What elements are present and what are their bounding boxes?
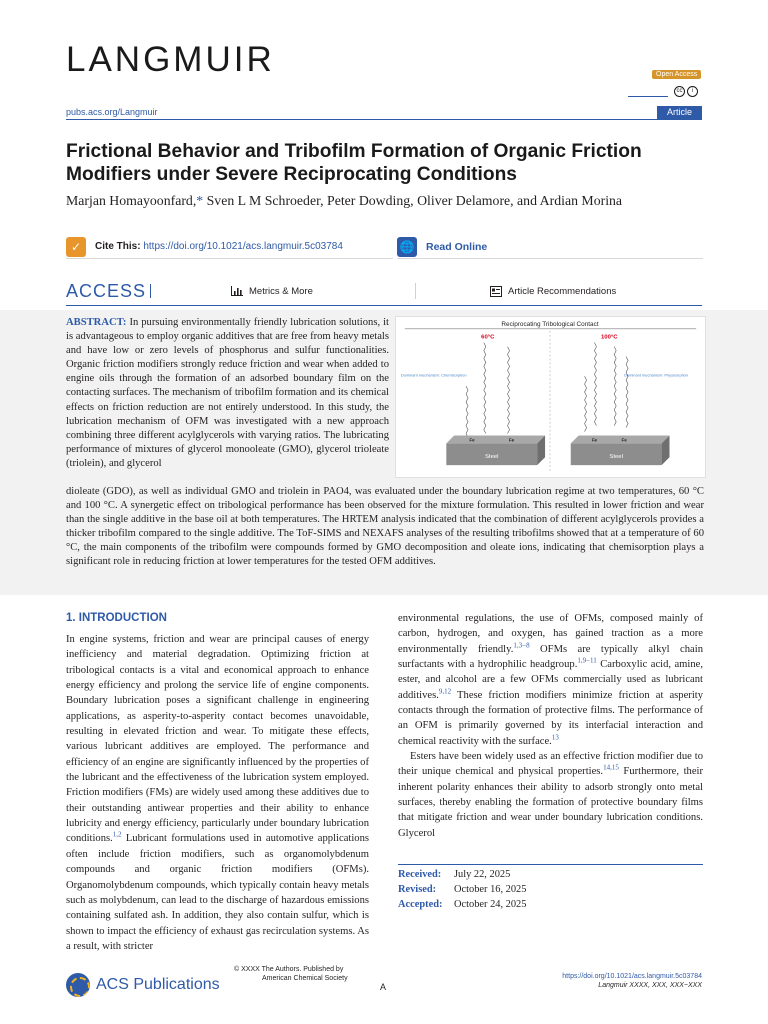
metrics-label: Metrics & More (249, 285, 313, 297)
citation-link[interactable]: 1,3−8 (513, 641, 530, 650)
cite-this-box (66, 235, 393, 259)
revised-label: Revised: (398, 884, 437, 895)
other-authors: Sven L M Schroeder, Peter Dowding, Oliver Delamore, and Ardian Morina (203, 193, 623, 208)
intro-paragraph-1: In engine systems, friction and wear are principal causes of energy inefficiency and material degradation. Optimizing friction at tribological contacts is a vital and economical approach to enhance energy efficiency and prolong the service life of engine components. Boundary lubrication poses a significant challenge in engineering applications, as asperity-to-asperity contact becomes unavoidable, resulting in elevated friction and wear. To mitigate these effects, various lubricant additives are employed. The performance and efficiency of an engine are significantly influenced by the properties of the lubricant and the effectiveness of the lubrication system employed. Friction modifiers (FMs) are widely used among these additives due to their outstanding antiwear properties and their ability to enhance lubricity and energy efficiency, particularly under boundary lubrication conditions.$^{1,2}$ Lubricant formulations used in automotive applications often include friction modifiers, such as organomolybdenum compounds and organic friction modifiers (OFMs). Organomolybdenum compounds, which typically contain heavy metals such as molybdenum, can lead to the discharge of hazardous emissions containing sulfated ash. In addition, they also contain sulfur, which is shown to impact the efficiency of exhaust gas recirculation systems. As a result, with stricter (66, 634, 369, 952)
accepted-label: Accepted: (398, 899, 443, 910)
citation-link[interactable]: 14,15 (603, 763, 619, 772)
article-title: Frictional Behavior and Tribofilm Formation of Organic Friction Modifiers under Severe Reciprocating Conditions (66, 141, 642, 185)
fe-label-left: Fe (469, 437, 475, 443)
citation-link[interactable]: 9,12 (438, 687, 452, 696)
copyright-notice: © XXXX The Authors. Published by American Chemical Society (234, 966, 348, 982)
access-bar (66, 279, 702, 303)
fe-label-left-2: Fe (508, 437, 515, 443)
first-author[interactable]: Marjan Homayoonfard, (66, 193, 197, 208)
read-online-link[interactable]: Read Online (426, 240, 488, 253)
acs-publications-logo[interactable] (66, 973, 220, 997)
article-type-tag: Article (657, 106, 702, 119)
revised-row (398, 882, 526, 897)
open-access-badge: Open Access (652, 70, 701, 79)
intro-paragraph-2: Esters have been widely used as an effective friction modifier due to their unique chemical and physical properties.$^{14,15}$ Furthermore, their inherent polarity enhances their ability to adsorb strongly onto metal surfaces, thereby enabling the formation of protective boundary films that mitigate friction and wear under boundary lubrication conditions. Glycerol (398, 751, 704, 839)
abstract-label: ABSTRACT: (66, 317, 127, 328)
intro-paragraph-1-cont: environmental regulations, the use of OFMs, composed mainly of carbon, hydrogen, and oxygen, has gained traction as a more environmentally friendly.$^{1,3-8}$ OFMs are typically alkyl chain surfactants with a hydrophilic headgroup.$^{1,9-11}$ Carboxylic acid, amine, ester, and alcohol are a few OFMs commercially used as lubricant additives.$^{9,12}$ These friction modifiers minimize friction at asperity contacts through the formation of protective films. The performance of an OFM is primarily governed by its interfacial interaction and chemical reactivity with the surface.$^{13}$ (398, 613, 703, 747)
globe-icon: 🌐 (397, 237, 417, 257)
access-label: ACCESS (66, 280, 147, 301)
abstract-text-top (66, 316, 389, 471)
steel-block-right (571, 436, 670, 466)
abstract-text-bottom: dioleate (GDO), as well as individual GMO and triolein in PAO4, was evaluated under the boundary lubrication regime at two temperatures, 60 °C and 100 °C. A synergetic effect on tribological performance has been observed for the mixture formulation. This resulted in lower friction and wear than the single additive in the base oil at both temperatures. The HRTEM analysis indicated that the combination of different acylglycerols provides a thicker tribofilm compared to the single additive. The ToF-SIMS and NEXAFS analyses of the resulting tribofilms showed that at a temperature of 60 °C, the main components of the tribofilm were compounds formed by GMO decomposition and oleate ions, indicating that chemisorption plays a significant role in reducing friction at lower temperatures for the tested OFM additives. (66, 486, 704, 568)
attribution-icon: i (687, 86, 698, 97)
corresponding-author-mark[interactable]: * (196, 193, 204, 208)
citation-link[interactable]: 13 (551, 733, 559, 742)
read-online-box[interactable] (397, 235, 703, 259)
toc-temp-right: 100°C (601, 334, 618, 341)
page-number: A (380, 982, 387, 992)
acs-logo-icon (66, 973, 90, 997)
received-row (398, 867, 526, 882)
check-icon: ✓ (66, 237, 86, 257)
citation-link[interactable]: 1,9−11 (577, 656, 597, 665)
accepted-row (398, 897, 526, 912)
abstract-body-top: In pursuing environmentally friendly lubrication solutions, it is advantageous to employ organic additives that are free from heavy metals and have low or zero levels of phosphorus and sulfur functionalities. Organic friction modifiers strongly reduce friction and wear when added to engine oils through the formation of an adsorbed boundary film on the contacting surfaces. The mechanism of tribofilm formation and its chemical effects on friction reduction are not entirely understood. In this study, the lubrication mechanism of OFM was investigated with a new approach combining three different acylglycerols with varying ratios. The lubricating performance of mixtures of glycerol monooleate (GMO), glycerol trioleate (triolein), and glycerol (66, 317, 389, 469)
recommendations-button[interactable] (490, 286, 616, 297)
publisher-name: ACS Publications (96, 976, 220, 993)
journal-url[interactable]: pubs.acs.org/Langmuir (66, 107, 158, 117)
author-list (66, 193, 622, 209)
received-date: July 22, 2025 (454, 869, 511, 880)
molecule-chains-left (466, 343, 509, 442)
doi-link[interactable]: https://doi.org/10.1021/acs.langmuir.5c03784 (143, 241, 343, 252)
footer-doi-link[interactable]: https://doi.org/10.1021/acs.langmuir.5c03784 (562, 973, 702, 980)
intro-column-right (398, 611, 703, 841)
toc-mechanism-right: Dominant mechanism: Physisorption (624, 372, 688, 378)
footer-doi (562, 973, 702, 990)
access-divider (150, 284, 151, 298)
access-bar-divider (415, 283, 416, 299)
license-icons[interactable] (674, 86, 698, 97)
revised-date: October 16, 2025 (454, 884, 527, 895)
document-list-icon (490, 286, 502, 297)
dates-rule (398, 864, 703, 865)
toc-temp-left: 60°C (481, 334, 495, 341)
intro-column-left (66, 632, 369, 954)
citation-link[interactable]: 1,2 (112, 830, 122, 839)
header-rule (66, 119, 702, 120)
steel-block-left (446, 436, 545, 466)
fe-label-right-2: Fe (621, 437, 627, 443)
received-label: Received: (398, 869, 442, 880)
journal-name: LANGMUIR (66, 40, 275, 79)
accepted-date: October 24, 2025 (454, 899, 527, 910)
recommendations-label: Article Recommendations (508, 285, 617, 297)
molecule-chains-right (585, 343, 628, 432)
bar-chart-icon (231, 286, 243, 296)
metrics-button[interactable] (231, 286, 313, 297)
publication-dates (398, 867, 526, 912)
cc-icon: cc (674, 86, 685, 97)
toc-mechanism-left: Dominant mechanism: Chemisorption (400, 372, 467, 378)
license-rule (628, 96, 668, 97)
toc-title: Reciprocating Tribological Contact (501, 320, 599, 328)
fe-label-right: Fe (591, 437, 598, 443)
access-rule (66, 305, 702, 306)
steel-label-left: Steel (485, 454, 499, 461)
steel-label-right: Steel (609, 454, 623, 461)
section-heading-introduction: 1. INTRODUCTION (66, 612, 167, 624)
toc-graphic (395, 316, 706, 478)
cite-label: Cite This: (95, 241, 141, 252)
journal-reference: Langmuir XXXX, XXX, XXX−XXX (598, 981, 702, 989)
